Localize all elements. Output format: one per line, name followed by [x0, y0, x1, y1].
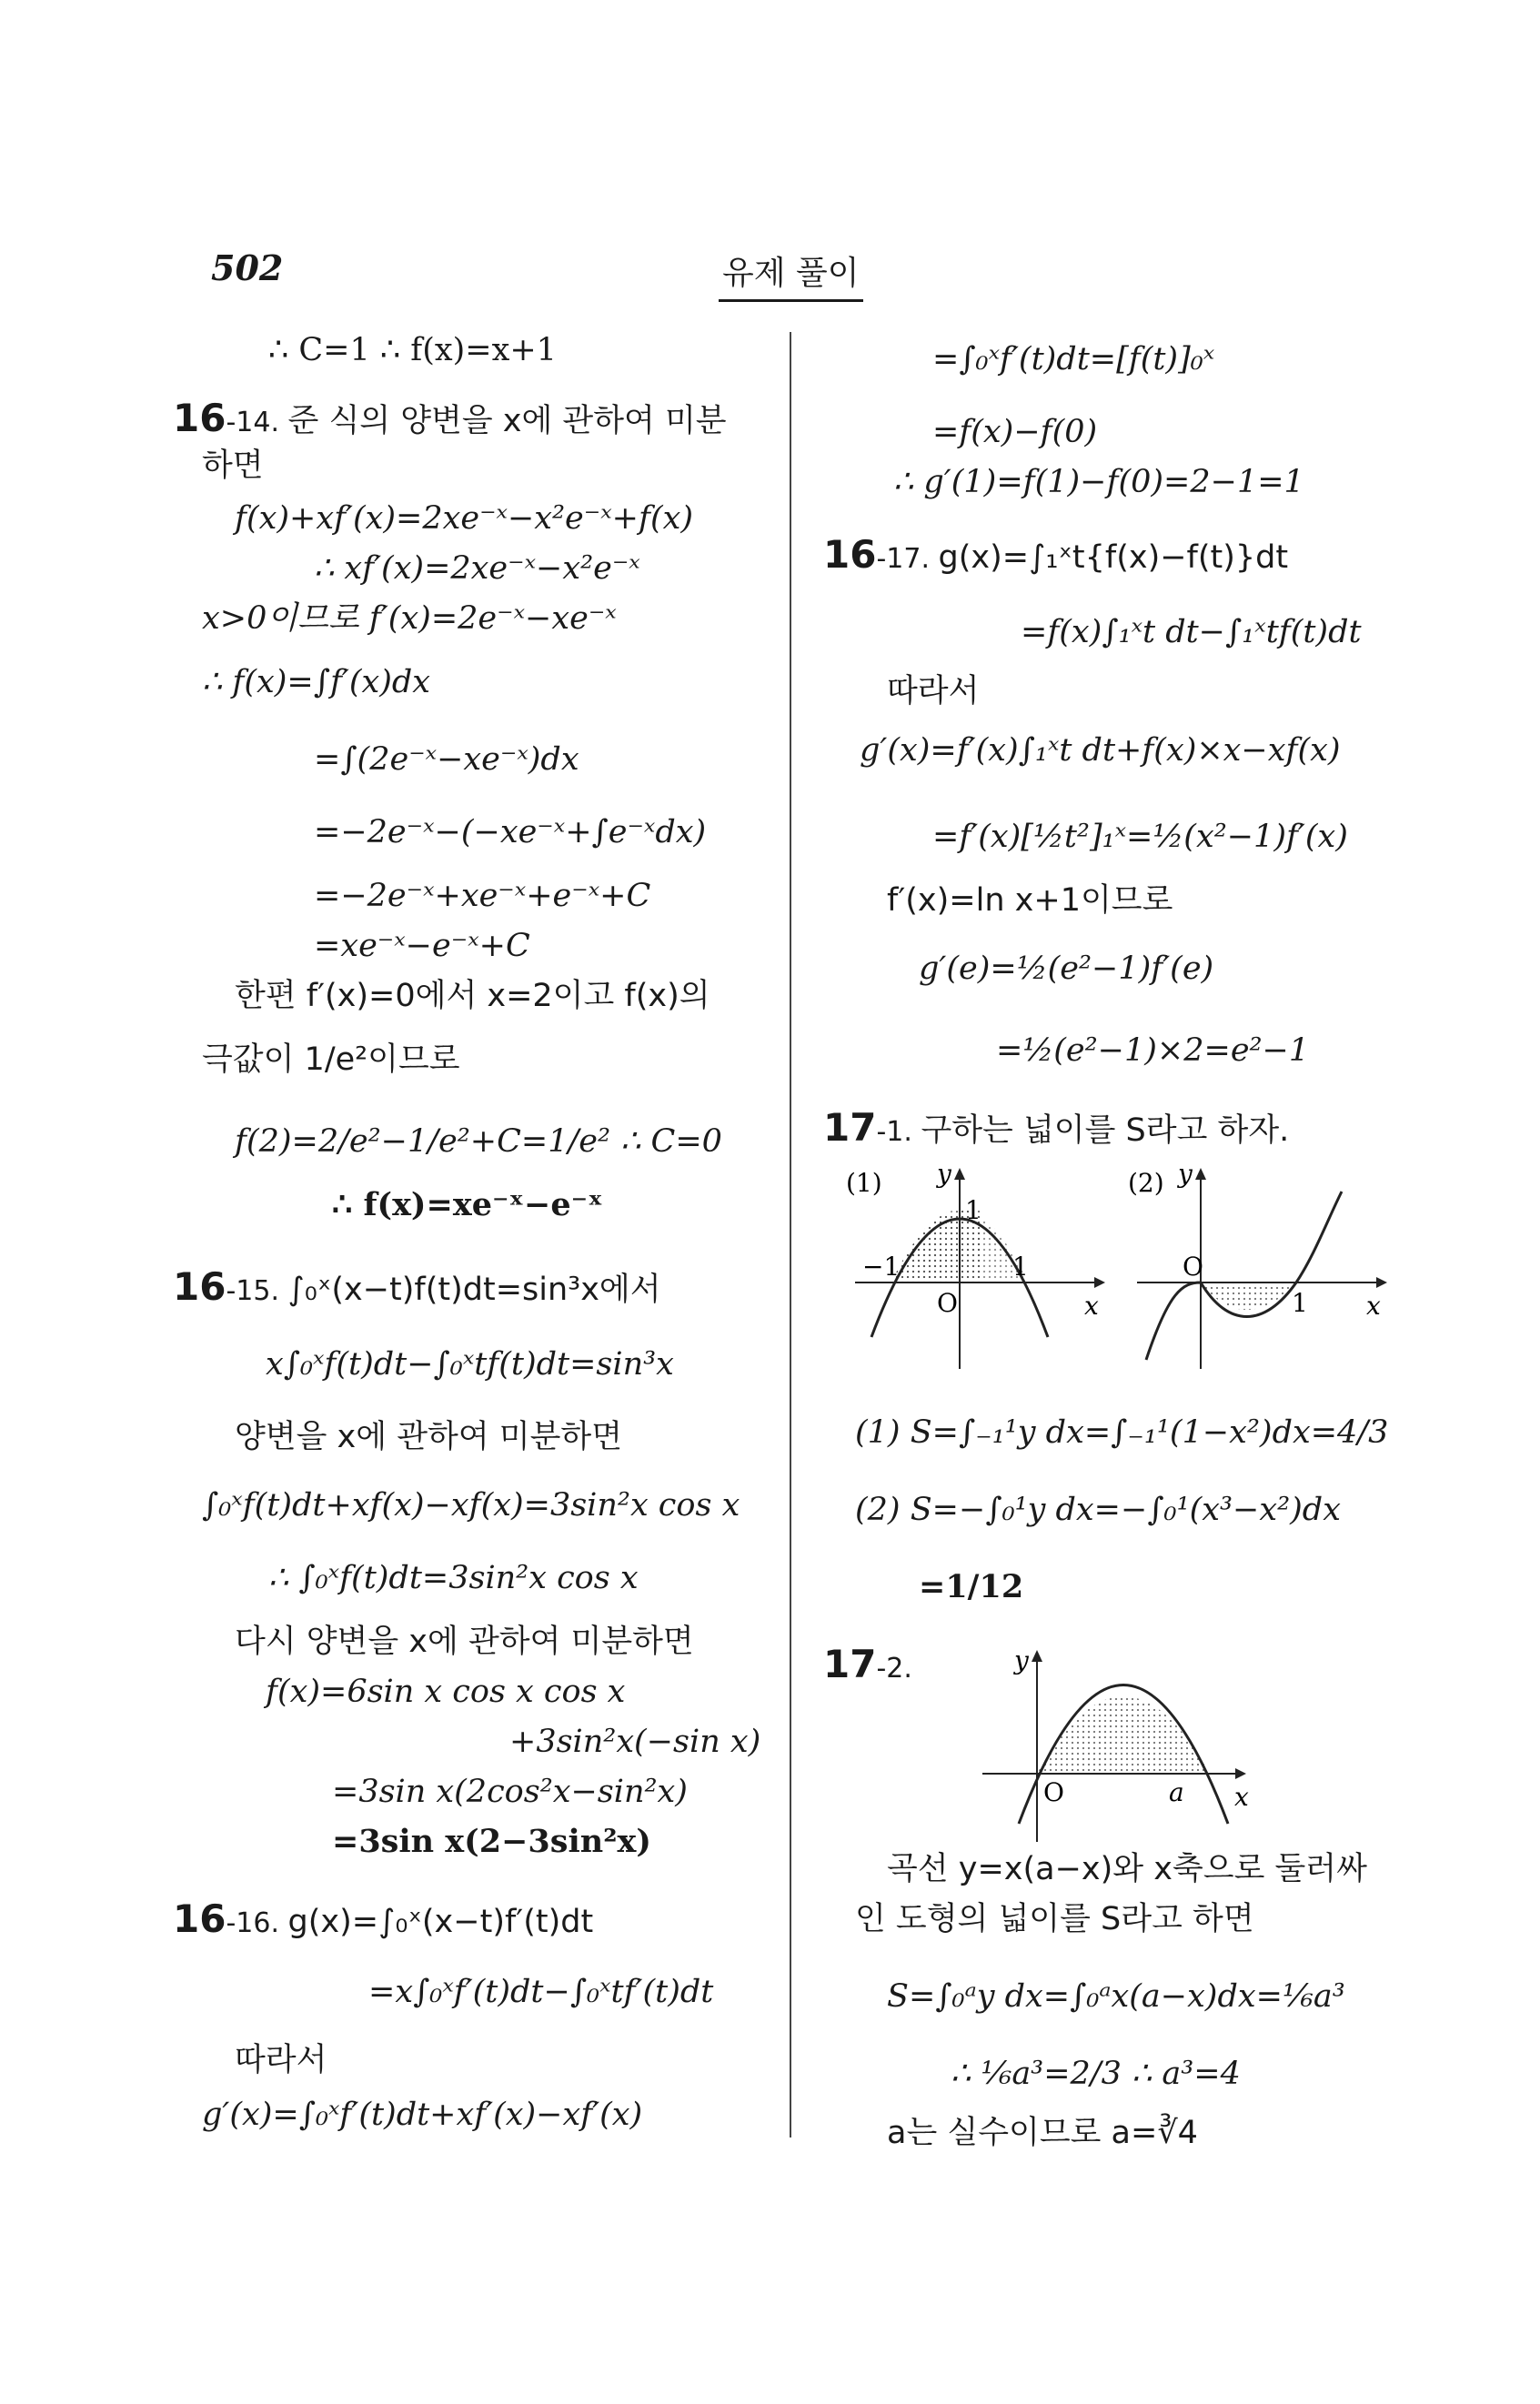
- tick-label: −1: [862, 1252, 901, 1282]
- y-axis-label: y: [1014, 1645, 1029, 1675]
- solution-line: =∫₀ˣf′(t)dt=[f(t)]₀ˣ: [932, 341, 1215, 377]
- solution-line: 곡선 y=x(a−x)와 x축으로 둘러싸: [887, 1851, 1367, 1887]
- x-axis-label: x: [1234, 1782, 1249, 1812]
- problem-heading: [823, 1642, 912, 1687]
- page-title: 유제 풀이: [719, 247, 863, 302]
- problem-sub-number: -17.: [876, 543, 939, 575]
- solution-line: x>0이므로 f′(x)=2e⁻ˣ−xe⁻ˣ: [202, 600, 617, 637]
- solution-line: 따라서: [235, 2042, 327, 2078]
- problem-number: 17: [823, 1105, 877, 1150]
- solution-line: (2) S=−∫₀¹y dx=−∫₀¹(x³−x²)dx: [855, 1492, 1341, 1528]
- graph-label: (2): [1128, 1168, 1164, 1198]
- problem-sub-number: -2.: [876, 1653, 912, 1685]
- solution-line: f(2)=2/e²−1/e²+C=1/e² ∴ C=0: [235, 1123, 722, 1160]
- y-axis-label: y: [937, 1159, 951, 1189]
- solution-line: =3sin x(2cos²x−sin²x): [332, 1774, 688, 1810]
- x-axis-label: x: [1366, 1291, 1381, 1321]
- problem-heading: [173, 1896, 594, 1942]
- solution-line: =x∫₀ˣf′(t)dt−∫₀ˣtf′(t)dt: [368, 1974, 714, 2010]
- solution-line: 양변을 x에 관하여 미분하면: [235, 1419, 623, 1455]
- solution-line: ∫₀ˣf(t)dt+xf(x)−xf(x)=3sin²x cos x: [202, 1487, 740, 1524]
- x-axis-label: x: [1084, 1291, 1099, 1321]
- graph-label: (1): [846, 1168, 882, 1198]
- solution-line: x∫₀ˣf(t)dt−∫₀ˣtf(t)dt=sin³x: [266, 1346, 674, 1383]
- solution-line: =∫(2e⁻ˣ−xe⁻ˣ)dx: [314, 741, 579, 778]
- y-axis-label: y: [1178, 1159, 1193, 1189]
- tick-label: 1: [965, 1195, 981, 1225]
- graph-17-2: [978, 1637, 1287, 1846]
- solution-line: =½(e²−1)×2=e²−1: [996, 1032, 1310, 1069]
- problem-sub-number: -1.: [876, 1116, 921, 1148]
- problem-sub-number: -14.: [226, 407, 288, 438]
- solution-line: ∴ ⅙a³=2/3 ∴ a³=4: [951, 2056, 1241, 2092]
- problem-heading: [173, 1264, 661, 1310]
- problem-heading: [823, 532, 1289, 578]
- solution-line: ∴ g′(1)=f(1)−f(0)=2−1=1: [893, 464, 1304, 500]
- solution-line: =f(x)∫₁ˣt dt−∫₁ˣtf(t)dt: [1021, 614, 1362, 650]
- solution-line: 따라서: [887, 673, 980, 709]
- problem-heading: [823, 1105, 1290, 1151]
- problem-number: 17: [823, 1642, 877, 1686]
- solution-line: g′(x)=f′(x)∫₁ˣt dt+f(x)×x−xf(x): [860, 732, 1341, 769]
- solution-line: =f(x)−f(0): [932, 414, 1098, 450]
- solution-line: 한편 f′(x)=0에서 x=2이고 f(x)의: [235, 978, 710, 1014]
- graph-17-1-b: [1128, 1155, 1401, 1378]
- solution-line: (1) S=∫₋₁¹y dx=∫₋₁¹(1−x²)dx=4/3: [855, 1414, 1389, 1451]
- page-number: 502: [211, 247, 284, 288]
- origin-label: O: [1183, 1252, 1203, 1282]
- solution-line: +3sin²x(−sin x): [509, 1724, 761, 1760]
- problem-text: ∫₀ˣ(x−t)f(t)dt=sin³x에서: [287, 1272, 661, 1308]
- origin-label: O: [1043, 1777, 1064, 1807]
- solution-line: f′(x)=ln x+1이므로: [887, 882, 1173, 919]
- solution-line: 하면: [202, 448, 264, 484]
- solution-line: =xe⁻ˣ−e⁻ˣ+C: [314, 928, 530, 964]
- solution-line: =f′(x)[½t²]₁ˣ=½(x²−1)f′(x): [932, 819, 1348, 855]
- solution-line: =1/12: [919, 1568, 1024, 1605]
- solution-line: ∴ C=1 ∴ f(x)=x+1: [268, 332, 557, 368]
- problem-number: 16: [173, 396, 226, 440]
- solution-line: ∴ f(x)=∫f′(x)dx: [202, 664, 431, 700]
- tick-label: 1: [1012, 1252, 1029, 1282]
- solution-line: 인 도형의 넓이를 S라고 하면: [855, 1901, 1254, 1937]
- solution-line: ∴ ∫₀ˣf(t)dt=3sin²x cos x: [268, 1560, 639, 1596]
- graph-17-1-a: [846, 1155, 1119, 1378]
- solution-line: f(x)+xf′(x)=2xe⁻ˣ−x²e⁻ˣ+f(x): [235, 500, 693, 537]
- solution-line: a는 실수이므로 a=∛4: [887, 2115, 1198, 2151]
- problem-number: 16: [173, 1896, 226, 1941]
- solution-line: g′(e)=½(e²−1)f′(e): [919, 951, 1214, 987]
- solution-line: =−2e⁻ˣ+xe⁻ˣ+e⁻ˣ+C: [314, 878, 651, 914]
- solution-line: S=∫₀ᵃy dx=∫₀ᵃx(a−x)dx=⅙a³: [887, 1978, 1345, 2015]
- solution-line: ∴ f(x)=xe⁻ˣ−e⁻ˣ: [332, 1186, 603, 1223]
- solution-line: f(x)=6sin x cos x cos x: [266, 1674, 626, 1710]
- solution-line: 다시 양변을 x에 관하여 미분하면: [235, 1624, 694, 1660]
- problem-sub-number: -16.: [226, 1907, 288, 1939]
- problem-text: 준 식의 양변을 x에 관하여 미분: [287, 403, 727, 439]
- origin-label: O: [937, 1288, 958, 1318]
- solution-line: 극값이 1/e²이므로: [202, 1041, 460, 1078]
- problem-number: 16: [823, 532, 877, 577]
- point-label-a: a: [1169, 1777, 1184, 1807]
- problem-text: 구하는 넓이를 S라고 하자.: [921, 1112, 1290, 1149]
- problem-sub-number: -15.: [226, 1275, 288, 1307]
- problem-text: g(x)=∫₀ˣ(x−t)f′(t)dt: [287, 1904, 594, 1940]
- problem-number: 16: [173, 1264, 226, 1309]
- solution-line: g′(x)=∫₀ˣf′(t)dt+xf′(x)−xf′(x): [202, 2097, 643, 2133]
- column-divider: [790, 332, 791, 2137]
- solution-line: =3sin x(2−3sin²x): [332, 1823, 651, 1860]
- solution-line: ∴ xf′(x)=2xe⁻ˣ−x²e⁻ˣ: [314, 550, 640, 587]
- problem-heading: [173, 396, 727, 441]
- solution-line: =−2e⁻ˣ−(−xe⁻ˣ+∫e⁻ˣdx): [314, 814, 707, 850]
- tick-label: 1: [1292, 1288, 1308, 1318]
- problem-text: g(x)=∫₁ˣt{f(x)−f(t)}dt: [938, 539, 1289, 576]
